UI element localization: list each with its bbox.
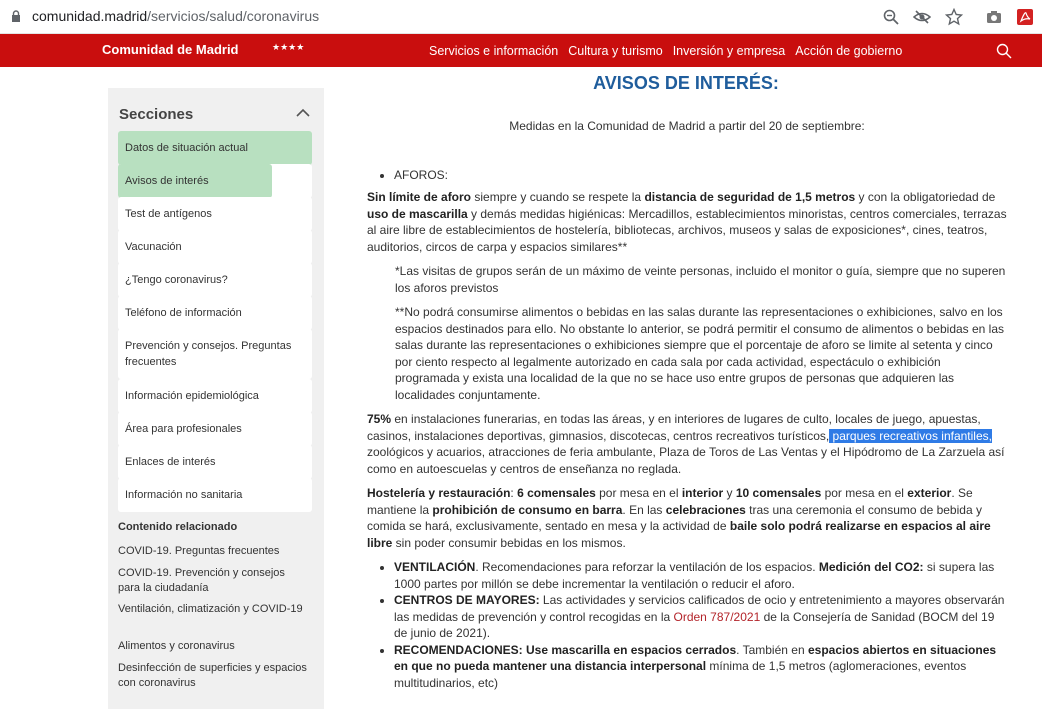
text: de la Consejería de Sanidad (BOCM del 19 de junio de 2021). xyxy=(394,609,995,640)
text: por mesa en el xyxy=(595,486,682,500)
main-content xyxy=(367,110,1007,697)
bold-text: 75% xyxy=(367,412,392,426)
related-link[interactable]: Alimentos y coronavirus xyxy=(118,640,235,652)
text: siempre y cuando se respete la xyxy=(471,190,645,204)
text: tras una ceremonia el consumo de bebida y comida se hará, exclusivamente, sentado en mesa y la actividad de xyxy=(367,502,982,533)
sidebar-item-epidemiologica[interactable] xyxy=(118,379,312,413)
sidebar-item-tengo[interactable] xyxy=(118,263,312,297)
text: por mesa en el xyxy=(821,486,908,500)
list-item: • AFOROS: xyxy=(394,167,1007,184)
url-host: comunidad.madrid xyxy=(32,8,148,24)
bold-text: espacios abiertos en situaciones en que no pueda mantener una distancia interpersonal xyxy=(394,642,997,673)
nav-inversion[interactable]: Inversión y empresa xyxy=(672,44,786,58)
related-link[interactable]: COVID-19. Prevención y consejos para la ciudadanía xyxy=(118,567,285,594)
nav-cultura[interactable]: Cultura y turismo xyxy=(568,44,663,58)
related-link[interactable]: COVID-19. Preguntas frecuentes xyxy=(118,545,280,557)
sidebar xyxy=(108,88,324,709)
bold-text: uso de mascarilla xyxy=(367,206,468,221)
text: zoológicos y acuarios, atracciones de feria ambulante, Plaza de Toros de Las Ventas y el Hipódromo de La Zarzuela así como en autoescuelas y centros de enseñanza no reglada. xyxy=(367,445,1005,476)
text: Las actividades y servicios calificados de ocio y entretenimiento a mayores observarán las medidas de prevención y control recogidas en la xyxy=(394,593,1005,624)
bold-text: 6 comensales xyxy=(517,486,596,500)
bold-text: interior xyxy=(681,486,724,500)
bold-text: celebraciones xyxy=(665,502,746,517)
list-item-ventilacion xyxy=(394,559,1007,592)
page-title: AVISOS DE INTERÉS: xyxy=(593,73,779,93)
browser-address-bar xyxy=(0,0,1042,34)
related-title: Contenido relacionado xyxy=(118,521,238,533)
pdf-icon[interactable] xyxy=(1016,8,1034,26)
sidebar-item-label: ¿Tengo coronavirus? xyxy=(125,274,228,286)
chevron-up-icon[interactable] xyxy=(296,108,310,118)
bold-text: RECOMENDACIONES: xyxy=(394,642,523,657)
text: . También en xyxy=(736,642,808,657)
bold-text: Use mascarilla en espacios cerrados xyxy=(522,642,737,657)
bold-text: Sin límite de aforo xyxy=(367,190,472,204)
text: y xyxy=(723,486,736,500)
note-consumo: **No podrá consumirse alimentos o bebidas en las salas durante las representaciones o exhibiciones, salvo en los espacios destinados para ello. No obstante lo anterior, se podrá permitir el consumo de alimentos o bebidas en las salas durante las representaciones o exhibiciones siempre que el porcentaje de aforo se limite al setenta y cinco por ciento respecto al legalmente autorizado en cada sala por cada actividad, espectáculo o exhibición programada y exista una localidad de la que no se hace uso entre grupos de personas que adquieren las localidades conjuntamente. xyxy=(395,305,1005,402)
orden-link[interactable]: Orden 787/2021 xyxy=(673,609,761,624)
bold-text: exterior xyxy=(907,486,952,500)
nav-accion[interactable]: Acción de gobierno xyxy=(795,44,903,58)
list-item-mayores xyxy=(394,592,1007,642)
paragraph-hosteleria xyxy=(367,485,1007,551)
text: . En las xyxy=(622,502,666,517)
sidebar-title: Secciones xyxy=(119,106,194,123)
text: en instalaciones funerarias, en todas las áreas, y en interiores de lugares de culto, locales de juego, apuestas, casinos, instalaciones deportivas, gimnasios, discotecas, centros recreativos turísticos, xyxy=(367,412,981,443)
sidebar-item-avisos[interactable] xyxy=(118,164,312,198)
sidebar-item-prevencion[interactable] xyxy=(118,329,312,379)
text: y demás medidas higiénicas: Mercadillos, establecimientos minoristas, centros comerciales, terrazas al aire libre de establecimientos de hostelería, bibliotecas, archivos, museos y salas de exposiciones*, cines, teatros, auditorios, circos de carpa y espacios similares** xyxy=(367,206,1007,254)
lock-icon xyxy=(11,10,21,23)
sidebar-item-label: Información no sanitaria xyxy=(125,489,243,501)
main-nav xyxy=(429,44,912,58)
related-link[interactable]: Desinfección de superficies y espacios con coronavirus xyxy=(118,662,307,689)
sidebar-item-label: Área para profesionales xyxy=(125,423,242,435)
text: si supera las 1000 partes por millón se debe incrementar la ventilación o reducir el aforo. xyxy=(394,560,995,591)
nav-servicios[interactable]: Servicios e información xyxy=(429,44,559,58)
site-header xyxy=(0,34,1042,67)
sidebar-item-vacunacion[interactable] xyxy=(118,230,312,264)
brand-stars: ★★★★ xyxy=(272,42,305,52)
paragraph-75 xyxy=(367,411,1007,477)
content-subtitle: Medidas en la Comunidad de Madrid a partir del 20 de septiembre: xyxy=(509,119,865,133)
note-visitas: *Las visitas de grupos serán de un máximo de veinte personas, incluido el monitor o guía, siempre que no superen los aforos previstos xyxy=(395,264,1006,295)
sidebar-item-label: Enlaces de interés xyxy=(125,456,216,468)
bookmark-star-icon[interactable] xyxy=(945,8,963,26)
sidebar-item-profesionales[interactable] xyxy=(118,412,312,446)
bold-text: Medición del CO2: xyxy=(818,560,924,574)
measures-list xyxy=(394,559,1007,691)
text: mínima de 1,5 metros (aglomeraciones, eventos multitudinarios, etc) xyxy=(394,659,967,690)
bold-text: CENTROS DE MAYORES: xyxy=(394,593,540,607)
sidebar-item-label: Información epidemiológica xyxy=(125,390,259,402)
eye-off-icon[interactable] xyxy=(913,8,931,26)
sidebar-item-label: Avisos de interés xyxy=(125,175,209,187)
zoom-icon[interactable] xyxy=(882,8,900,26)
url-field[interactable] xyxy=(32,8,319,24)
sidebar-item-label: Datos de situación actual xyxy=(125,142,248,154)
url-path: /servicios/salud/coronavirus xyxy=(147,8,320,24)
sidebar-item-no-sanitaria[interactable] xyxy=(118,478,312,512)
bold-text: Hostelería y restauración xyxy=(367,486,511,500)
text: . Recomendaciones para reforzar la ventilación de los espacios. xyxy=(475,560,819,574)
brand-logo[interactable]: Comunidad de Madrid xyxy=(102,42,239,57)
bold-text: VENTILACIÓN xyxy=(394,560,476,574)
sidebar-item-datos[interactable] xyxy=(118,131,312,165)
bold-text: 10 comensales xyxy=(735,486,822,500)
text: . Se mantiene la xyxy=(367,486,973,517)
bold-text: baile solo podrá realizarse en espacios al aire libre xyxy=(367,519,991,550)
sidebar-item-label: Prevención y consejos. Preguntas frecuentes xyxy=(125,340,292,368)
text: y con la obligatoriedad de xyxy=(855,190,996,204)
text: sin poder consumir bebidas en los mismos. xyxy=(392,535,626,550)
selected-text: parques recreativos infantiles, xyxy=(829,428,992,443)
sidebar-item-telefono[interactable] xyxy=(118,296,312,330)
sidebar-item-label: Teléfono de información xyxy=(125,307,242,319)
camera-icon[interactable] xyxy=(985,8,1003,26)
search-icon[interactable] xyxy=(996,43,1012,59)
sidebar-item-enlaces[interactable] xyxy=(118,445,312,479)
bold-text: distancia de seguridad de 1,5 metros xyxy=(644,190,856,204)
sidebar-item-label: Test de antígenos xyxy=(125,208,212,220)
aforos-list xyxy=(394,167,1007,184)
bold-text: prohibición de consumo en barra xyxy=(432,502,623,517)
list-item-recomendaciones xyxy=(394,642,1007,692)
sidebar-item-test[interactable] xyxy=(118,197,312,231)
sidebar-item-label: Vacunación xyxy=(125,241,182,253)
paragraph-sin-limite xyxy=(367,189,1007,255)
related-link[interactable]: Ventilación, climatización y COVID-19 xyxy=(118,603,303,615)
text: : xyxy=(510,486,518,500)
